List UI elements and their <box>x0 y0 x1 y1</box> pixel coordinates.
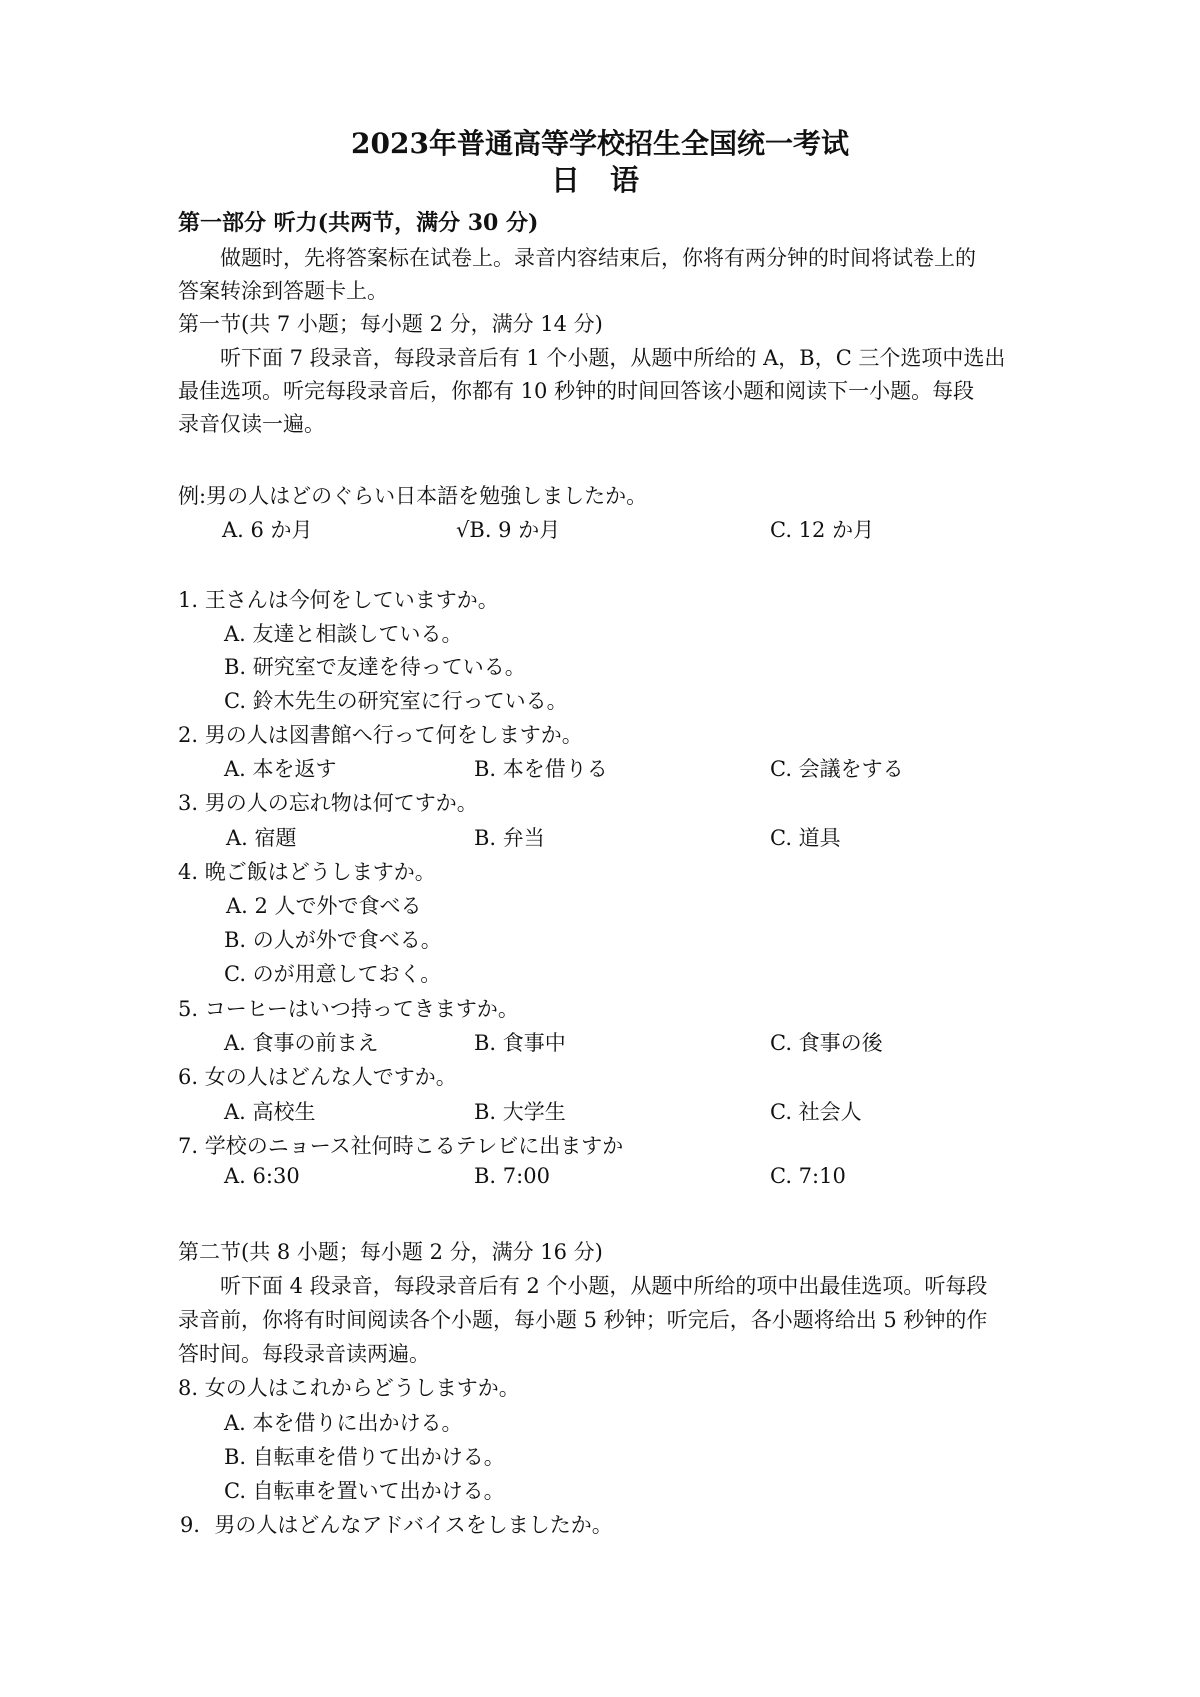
question-4: 4. 晩ご飯はどうしますか。 <box>178 860 436 884</box>
part1-heading: 第一部分 听力(共两节，满分 30 分) <box>178 210 539 236</box>
section1-instruction-line: 听下面 7 段录音，每段录音后有 1 个小题，从题中所给的 A，B，C 三个选项中选出 <box>220 346 1006 370</box>
question-2: 2. 男の人は図書館へ行って何をしますか。 <box>178 723 583 747</box>
part1-instruction-line: 答案转涂到答题卡上。 <box>178 279 388 303</box>
q1-option-c: C. 鈴木先生の研究室に行っている。 <box>224 689 568 713</box>
q5-option-a: A. 食事の前まえ <box>224 1031 379 1055</box>
section2-heading: 第二节(共 8 小题；每小题 2 分，满分 16 分) <box>178 1240 603 1264</box>
q8-option-a: A. 本を借りに出かける。 <box>224 1411 463 1435</box>
q2-option-a: A. 本を返す <box>224 757 337 781</box>
q5-option-c: C. 食事の後 <box>770 1031 883 1055</box>
exam-title: 2023年普通高等学校招生全国统一考试 <box>351 127 849 160</box>
q8-option-c: C. 自転車を置いて出かける。 <box>224 1479 505 1503</box>
q4-option-c: C. のが用意しておく。 <box>224 962 442 986</box>
q5-option-b: B. 食事中 <box>474 1031 566 1055</box>
section1-instruction-line: 最佳选项。听完每段录音后，你都有 10 秒钟的时间回答该小题和阅读下一小题。每段 <box>178 379 975 403</box>
q8-option-b: B. 自転車を借りて出かける。 <box>224 1445 505 1469</box>
question-1: 1. 王さんは今何をしていますか。 <box>178 588 499 612</box>
q3-option-c: C. 道具 <box>770 826 841 850</box>
q2-option-c: C. 会議をする <box>770 757 904 781</box>
example-option-a: A. 6 か月 <box>222 518 313 542</box>
question-8: 8. 女の人はこれからどうしますか。 <box>178 1376 520 1400</box>
part1-instruction-line: 做题时，先将答案标在试卷上。录音内容结束后，你将有两分钟的时间将试卷上的 <box>220 246 976 270</box>
question-7: 7. 学校のニョース社何時こるテレビに出ますか <box>178 1134 624 1158</box>
q2-option-b: B. 本を借りる <box>474 757 608 781</box>
q6-option-b: B. 大学生 <box>474 1100 566 1124</box>
q6-option-a: A. 高校生 <box>224 1100 316 1124</box>
q4-option-a: A. 2 人で外で食べる <box>226 894 422 918</box>
q7-option-a: A. 6:30 <box>224 1164 300 1188</box>
example-option-b: √B. 9 か月 <box>456 518 561 542</box>
example-option-c: C. 12 か月 <box>770 518 875 542</box>
section2-instruction-line: 答时间。每段录音读两遍。 <box>178 1342 430 1366</box>
q1-option-a: A. 友達と相談している。 <box>224 622 463 646</box>
q6-option-c: C. 社会人 <box>770 1100 862 1124</box>
q3-option-b: B. 弁当 <box>474 826 545 850</box>
q4-option-b: B. の人が外で食べる。 <box>224 928 442 952</box>
q1-option-b: B. 研究室で友達を待っている。 <box>224 655 526 679</box>
example-question: 例:男の人はどのぐらい日本語を勉強しましたか。 <box>178 484 648 508</box>
q7-option-b: B. 7:00 <box>474 1164 550 1188</box>
q3-option-a: A. 宿題 <box>226 826 297 850</box>
section1-instruction-line: 录音仅读一遍。 <box>178 412 325 436</box>
section1-heading: 第一节(共 7 小题；每小题 2 分，满分 14 分) <box>178 312 603 336</box>
q7-option-c: C. 7:10 <box>770 1164 846 1188</box>
section2-instruction-line: 录音前，你将有时间阅读各个小题，每小题 5 秒钟；听完后，各小题将给出 5 秒钟的作 <box>178 1308 988 1332</box>
section2-instruction-line: 听下面 4 段录音，每段录音后有 2 个小题，从题中所给的项中出最佳选项。听每段 <box>220 1274 988 1298</box>
question-6: 6. 女の人はどんな人ですか。 <box>178 1065 457 1089</box>
question-5: 5. コーヒーはいつ持ってきますか。 <box>178 997 519 1021</box>
question-9: 9．男の人はどんなアドバイスをしましたか。 <box>180 1513 613 1537</box>
question-3: 3. 男の人の忘れ物は何てすか。 <box>178 791 478 815</box>
subject-title: 日 语 <box>550 163 650 197</box>
